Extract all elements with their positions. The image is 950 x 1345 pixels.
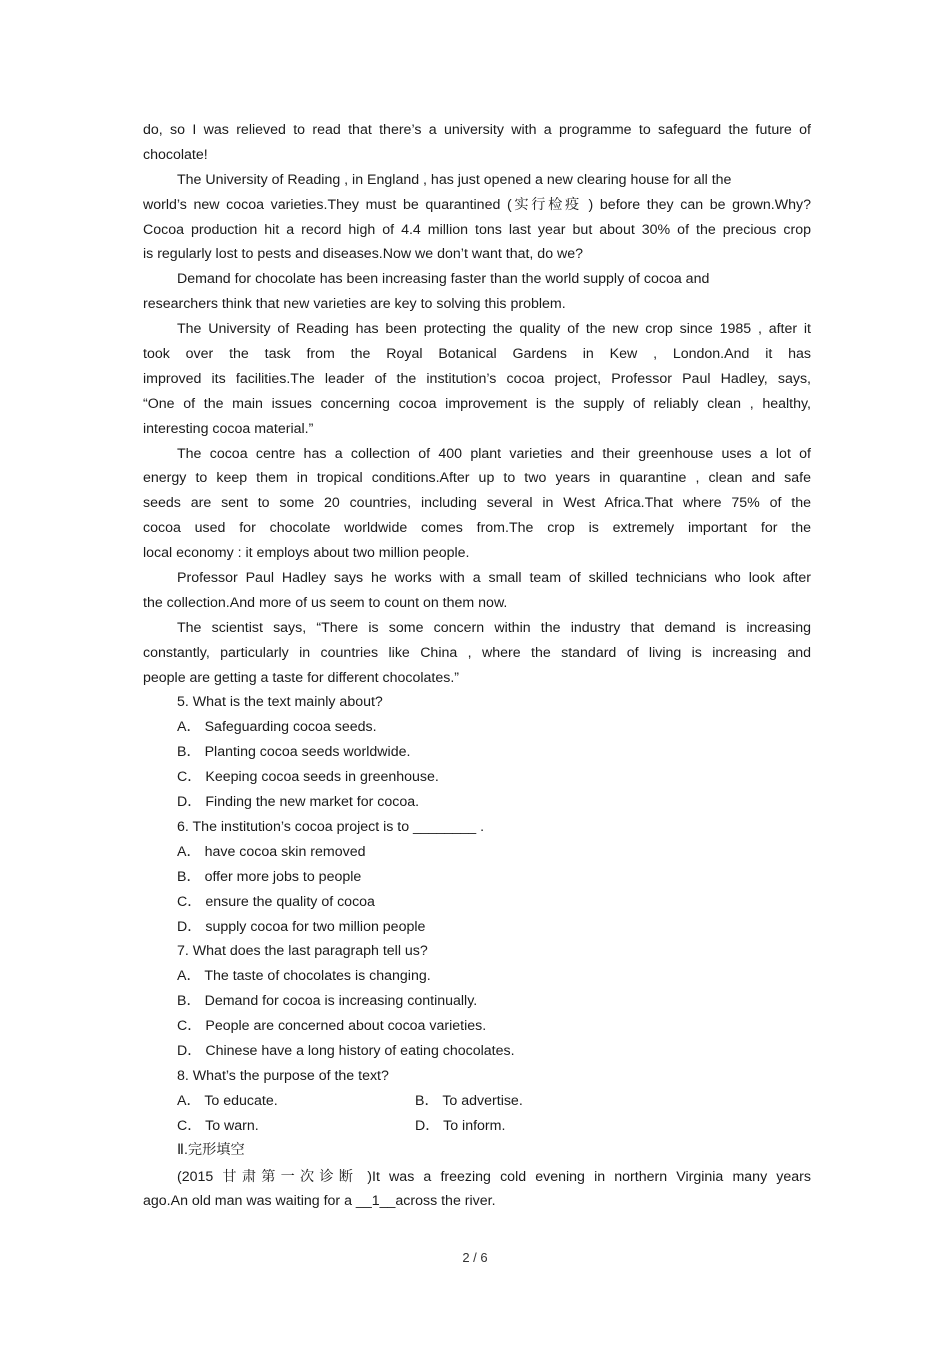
passage-line: The University of Reading , in England , has just opened a new clearing house for all the — [177, 171, 732, 188]
cloze-intro-line: ago.An old man was waiting for a __1__across the river. — [143, 1193, 496, 1210]
passage-line: world’s new cocoa varieties.They must be quarantined (实行检疫 ) before they can be grown.Why? — [143, 196, 811, 213]
passage-line: Demand for chocolate has been increasing faster than the world supply of cocoa and — [177, 271, 710, 288]
answer-option: B． Demand for cocoa is increasing continually. — [177, 993, 478, 1010]
passage-line: The scientist says, “There is some concern within the industry that demand is increasing — [177, 619, 811, 636]
passage-line: took over the task from the Royal Botanical Gardens in Kew , London.And it has — [143, 346, 811, 363]
answer-option: A． The taste of chocolates is changing. — [177, 968, 431, 985]
answer-option-row — [143, 1114, 811, 1139]
section-heading: Ⅱ.完形填空 — [177, 1141, 245, 1158]
answer-option: B． Planting cocoa seeds worldwide. — [177, 744, 411, 761]
question-stem: 6. The institution’s cocoa project is to ________ . — [177, 818, 485, 835]
passage-line: researchers think that new varieties are key to solving this problem. — [143, 296, 566, 313]
passage-line: the collection.And more of us seem to count on them now. — [143, 594, 508, 611]
passage-line: improved its facilities.The leader of the institution’s cocoa project, Professor Paul Hadley, says, — [143, 370, 811, 387]
passage-line: chocolate! — [143, 146, 208, 163]
question-stem: 5. What is the text mainly about? — [177, 694, 383, 711]
passage-line: energy to keep them in tropical conditions.After up to two years in quarantine , clean and safe — [143, 470, 811, 487]
answer-option: D． Chinese have a long history of eating chocolates. — [177, 1042, 515, 1059]
answer-option: C． ensure the quality of cocoa — [177, 893, 375, 910]
passage-line: The cocoa centre has a collection of 400 plant varieties and their greenhouse uses a lot of — [177, 445, 811, 462]
answer-option: A． Safeguarding cocoa seeds. — [177, 719, 377, 736]
passage-line: “One of the main issues concerning cocoa improvement is the supply of reliably clean , healthy, — [143, 395, 811, 412]
cloze-intro-line: (2015 甘肃第一次诊断 )It was a freezing cold evening in northern Virginia many years — [177, 1168, 811, 1185]
answer-option: A． have cocoa skin removed — [177, 843, 366, 860]
passage-line: interesting cocoa material.” — [143, 420, 314, 437]
passage-line: Cocoa production hit a record high of 4.4 million tons last year but about 30% of the precious crop — [143, 221, 811, 238]
passage-line: cocoa used for chocolate worldwide comes from.The crop is extremely important for the — [143, 520, 811, 537]
question-stem: 7. What does the last paragraph tell us? — [177, 943, 428, 960]
passage-line: people are getting a taste for different chocolates.” — [143, 669, 460, 686]
answer-option: C． Keeping cocoa seeds in greenhouse. — [177, 769, 439, 786]
answer-option: D． To inform. — [415, 1117, 506, 1134]
answer-option: A． To educate. — [177, 1092, 278, 1109]
page-number: 2 / 6 — [462, 1250, 488, 1265]
answer-option: C． People are concerned about cocoa varieties. — [177, 1018, 487, 1035]
question-stem: 8. What’s the purpose of the text? — [177, 1067, 389, 1084]
answer-option-row — [143, 1089, 811, 1114]
passage-line: local economy : it employs about two million people. — [143, 545, 470, 562]
passage-line: Professor Paul Hadley says he works with a small team of skilled technicians who look after — [177, 570, 811, 587]
passage-line: is regularly lost to pests and diseases.Now we don’t want that, do we? — [143, 246, 584, 263]
answer-option: B． offer more jobs to people — [177, 868, 362, 885]
answer-option: C． To warn. — [177, 1117, 259, 1134]
answer-option: D． Finding the new market for cocoa. — [177, 794, 420, 811]
passage-line: seeds are sent to some 20 countries, including several in West Africa.That where 75% of the — [143, 495, 811, 512]
passage-line: The University of Reading has been protecting the quality of the new crop since 1985 , after it — [177, 321, 811, 338]
passage-line: constantly, particularly in countries like China , where the standard of living is increasing and — [143, 644, 811, 661]
passage-line: do, so I was relieved to read that there’s a university with a programme to safeguard the future of — [143, 122, 811, 138]
answer-option: D． supply cocoa for two million people — [177, 918, 426, 935]
document-page — [143, 118, 811, 1214]
answer-option: B． To advertise. — [415, 1092, 523, 1109]
